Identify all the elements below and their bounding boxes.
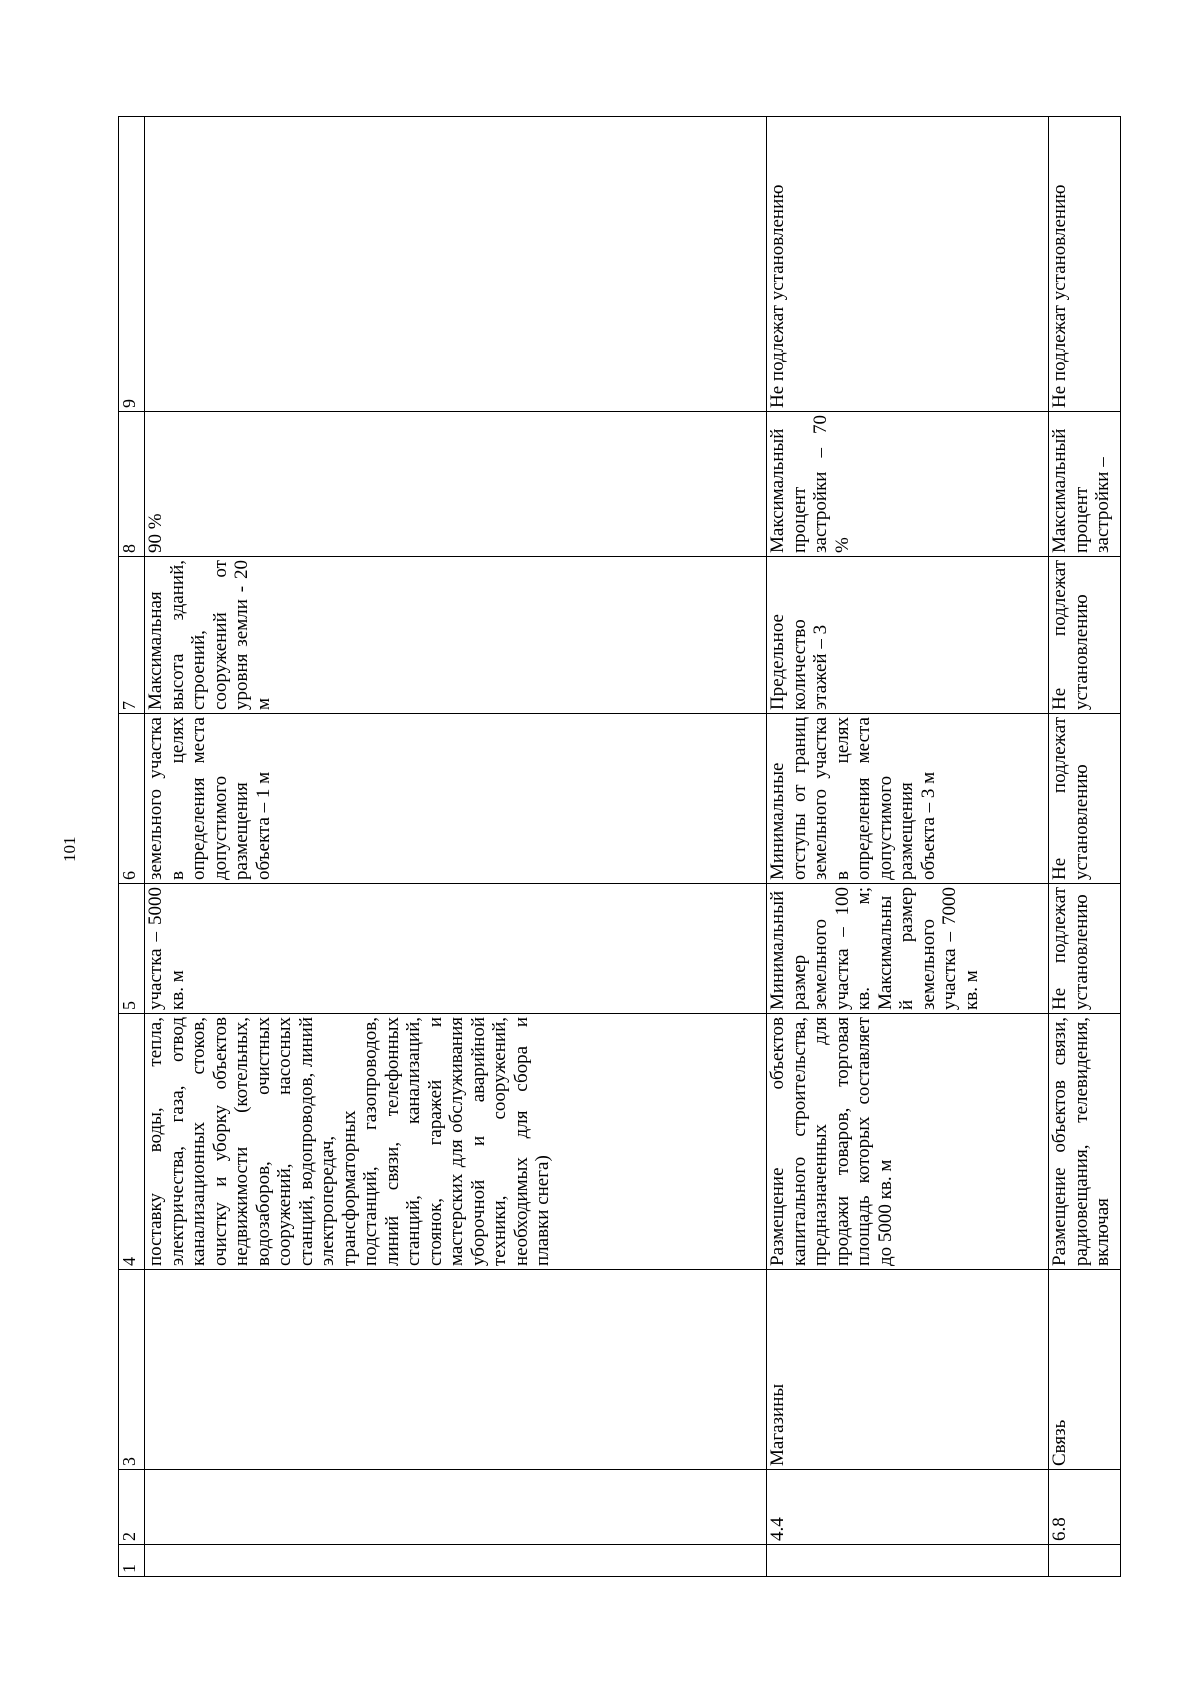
row-number-cell (767, 1545, 1049, 1577)
use-name-cell: Связь (1049, 1270, 1121, 1470)
cell-text: Не подлежат установлению (1049, 887, 1092, 1010)
header-cell: 3 (119, 1270, 145, 1470)
page-number: 101 (60, 836, 79, 862)
table-row (1049, 117, 1121, 1577)
other-limits-cell (145, 117, 767, 412)
floors-limit-cell: Предельное количество этажей – 3 (767, 557, 1049, 714)
plot-size-cell: участка – 5000 кв. м (145, 884, 767, 1014)
coverage-cell: 90 % (145, 412, 767, 557)
use-description-cell: Размещение объектов капитального строительства, предназначенных для продажи товаров, торговая площадь которых составляет до 5000 кв. м (767, 1014, 1049, 1270)
height-limit-cell (1049, 557, 1121, 714)
plot-size-cell (1049, 884, 1121, 1014)
row-number-cell (145, 1545, 767, 1577)
header-cell: 8 (119, 412, 145, 557)
coverage-cell: Максимальный процент застройки – 70 % (767, 412, 1049, 557)
height-limit-cell: Максимальная высота зданий, строений, сооружений от уровня земли - 20 м (145, 557, 767, 714)
code-cell: 6.8 (1049, 1470, 1121, 1545)
rotated-table-container (118, 117, 1120, 1577)
table-row (767, 117, 1049, 1577)
cell-text: Размещение объектов связи, радиовещания, телевидения, включая (1049, 1017, 1113, 1266)
setback-cell: земельного участка в целях определения места допустимого размещения объекта – 1 м (145, 714, 767, 884)
cell-text: Не подлежат установлению (1049, 184, 1070, 408)
code-cell: 4.4 (767, 1470, 1049, 1545)
table-row (145, 117, 767, 1577)
setback-cell (1049, 714, 1121, 884)
coverage-cell (1049, 412, 1121, 557)
cell-text: Максимальный процент застройки – (1049, 428, 1113, 553)
cell-text: Не подлежат установлению (1049, 560, 1092, 710)
header-cell: 5 (119, 884, 145, 1014)
use-name-cell: Магазины (767, 1270, 1049, 1470)
use-name-cell (145, 1270, 767, 1470)
header-cell: 1 (119, 1545, 145, 1577)
other-limits-cell: Не подлежат установлению (767, 117, 1049, 412)
header-row (119, 117, 145, 1577)
header-cell: 6 (119, 714, 145, 884)
header-cell: 9 (119, 117, 145, 412)
header-cell: 2 (119, 1470, 145, 1545)
header-cell: 7 (119, 557, 145, 714)
cell-text: Не подлежат установлению (1049, 717, 1092, 880)
setback-cell: Минимальные отступы от границ земельного участка в целях определения места допустимого размещения объекта – 3 м (767, 714, 1049, 884)
header-cell: 4 (119, 1014, 145, 1270)
code-cell (145, 1470, 767, 1545)
use-description-cell: поставку воды, тепла, электричества, газа, отвод канализационных стоков, очистку и уборку объектов недвижимости (котельных, водозаборов, очистных сооружений, насосных станций, водопроводов, линий электропередач, трансформаторных подстанций, газопроводов, линий связи, телефонных станций, канализаций, стоянок, гаражей и мастерских для обслуживания уборочной и аварийной техники, сооружений, необходимых для сбора и плавки снега) (145, 1014, 767, 1270)
row-number-cell (1049, 1545, 1121, 1577)
plot-size-cell: Минимальный размер земельного участка – 100 кв. м; Максимальный размер земельного участка – 7000 кв. м (767, 884, 1049, 1014)
other-limits-cell (1049, 117, 1121, 412)
land-use-regulations-table (118, 116, 1121, 1577)
use-description-cell (1049, 1014, 1121, 1270)
